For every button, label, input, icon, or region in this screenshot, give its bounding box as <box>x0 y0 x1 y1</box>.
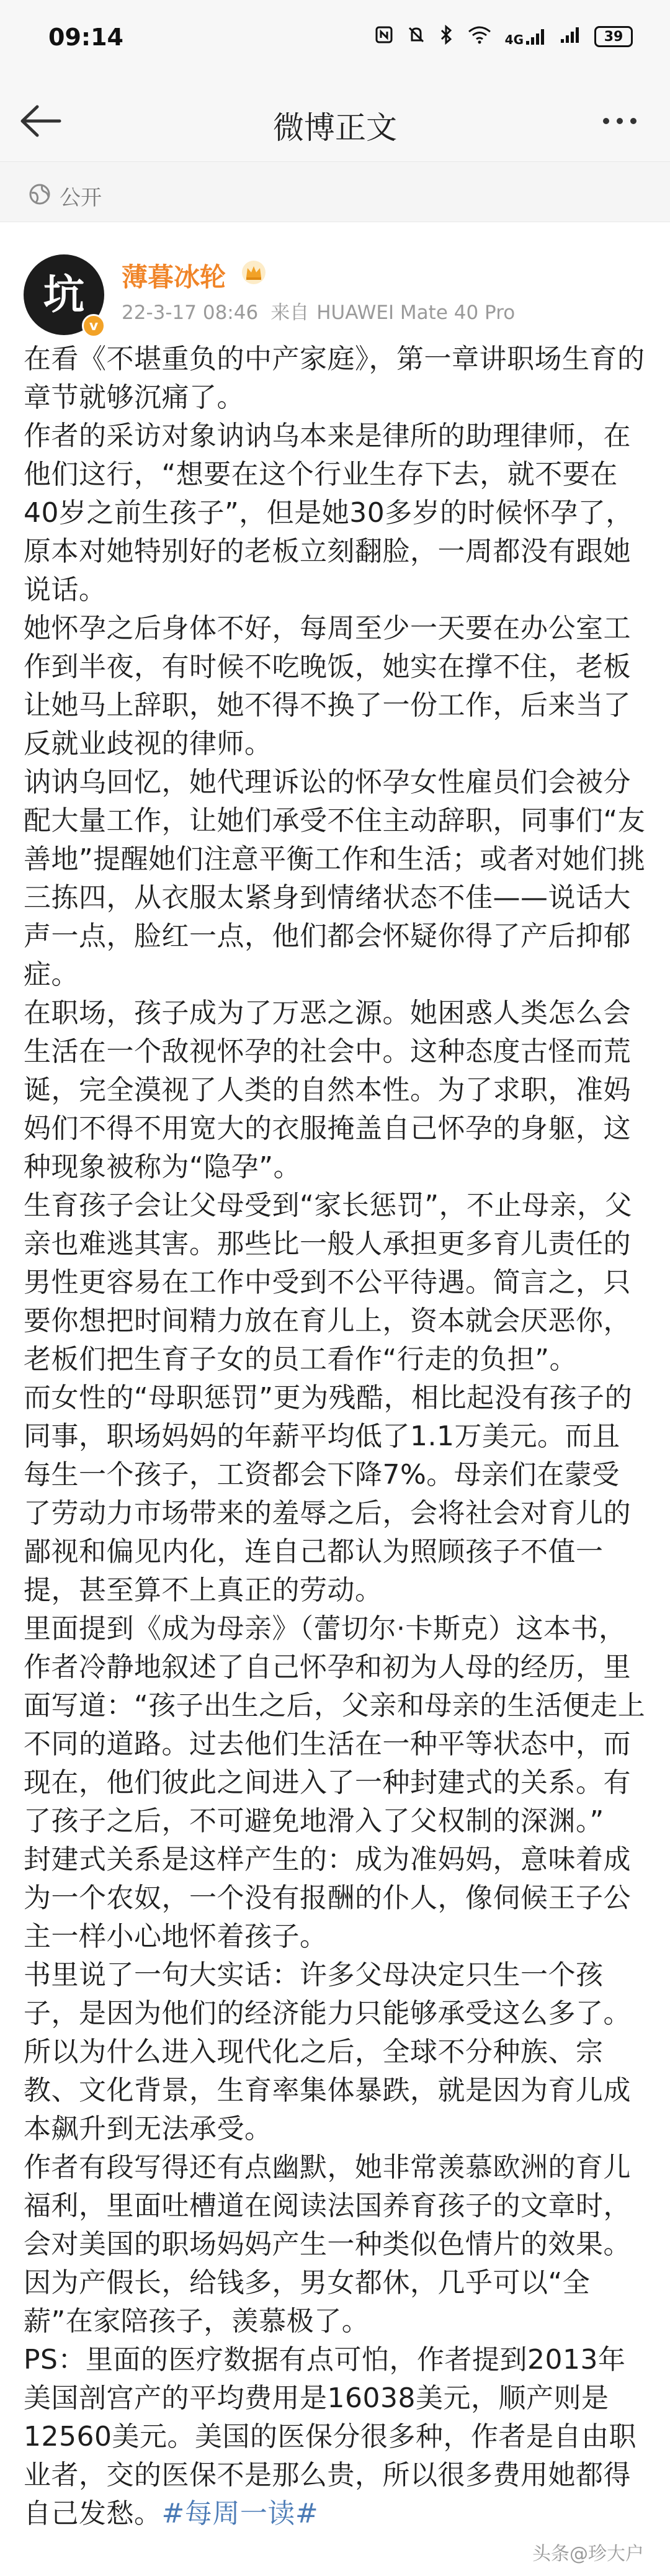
post-paragraph: 作者有段写得还有点幽默，她非常羡慕欧洲的育儿福利，里面吐槽道在阅读法国养育孩子的文章时，会对美国的职场妈妈产生一种类似色情片的效果。因为产假长，给钱多，男女都休，几乎可以“全薪”在家陪孩子，羡慕极了。 <box>24 2152 631 2337</box>
more-dot-icon <box>617 118 623 124</box>
post-paragraph: 讷讷乌回忆，她代理诉讼的怀孕女性雇员们会被分配大量工作，让她们承受不住主动辞职，同事们“友善地”提醒她们注意平衡工作和生活；或者对她们挑三拣四，从衣服太紧身到情绪状态不佳——说话大声一点，脸红一点，他们都会怀疑你得了产后抑郁症。 <box>24 766 646 990</box>
avatar-glyph: 坑 <box>43 271 84 318</box>
post-paragraph: 而女性的“母职惩罚”更为残酷，相比起没有孩子的同事，职场妈妈的年薪平均低了1.1万美元。而且每生一个孩子，工资都会下降7%。母亲们在蒙受了劳动力市场带来的羞辱之后，会将社会对育儿的鄙视和偏见内化，连自己都认为照顾孩子不值一提，甚至算不上真正的劳动。 <box>24 1382 633 1606</box>
post-meta <box>122 297 515 325</box>
watermark <box>532 2538 644 2565</box>
post-paragraph: 书里说了一句大实话：许多父母决定只生一个孩子，是因为他们的经济能力只能够承受这么多了。所以为什么进入现代化之后，全球不分种族、宗教、文化背景，生育率集体暴跌，就是因为育儿成本飙升到无法承受。 <box>24 1959 631 2145</box>
post-ps-text: PS：里面的医疗数据有点可怕，作者提到2013年美国剖宫产的平均费用是16038美元，顺产则是12560美元。美国的医保分很多种，作者是自由职业者，交的医保不是那么贵，所以很多费用她都得自己发愁。 <box>24 2344 636 2529</box>
bluetooth-icon <box>439 25 454 48</box>
post-paragraph: 在职场，孩子成为了万恶之源。她困惑人类怎么会生活在一个敌视怀孕的社会中。这种态度古怪而荒诞，完全漠视了人类的自然本性。为了求职，准妈妈们不得不用宽大的衣服掩盖自己怀孕的身躯，这种现象被称为“隐孕”。 <box>24 997 631 1183</box>
nfc-icon <box>375 25 393 48</box>
status-icons <box>375 25 633 48</box>
nav-bar <box>0 81 670 161</box>
post-timestamp: 22-3-17 08:46 <box>122 302 259 324</box>
hashtag-link[interactable]: #每周一读# <box>161 2498 319 2529</box>
mute-icon <box>407 25 426 48</box>
more-dot-icon <box>630 118 636 124</box>
source-prefix: 来自 <box>270 302 310 324</box>
post-content <box>24 340 646 2533</box>
verified-badge: v <box>82 314 105 338</box>
crown-icon <box>241 259 267 285</box>
post-paragraph: 她怀孕之后身体不好，每周至少一天要在办公室工作到半夜，有时候不吃晚饭，她实在撑不住，老板让她马上辞职，她不得不换了一份工作，后来当了反就业歧视的律师。 <box>24 613 631 760</box>
post-paragraph: 里面提到《成为母亲》（蕾切尔·卡斯克）这本书，作者冷静地叙述了自己怀孕和初为人母的经历，里面写道：“孩子出生之后，父亲和母亲的生活便走上不同的道路。过去他们生活在一种平等状态中，而现在，他们彼此之间进入了一种封建式的关系。有了孩子之后，不可避免地滑入了父权制的深渊。” <box>24 1613 646 1837</box>
network-label: 4G <box>504 32 524 47</box>
more-dot-icon <box>603 118 609 124</box>
watermark-text: 头条@珍大户 <box>532 2543 644 2565</box>
signal-icon <box>560 25 581 48</box>
author-header <box>0 222 670 340</box>
post-paragraph: 封建式关系是这样产生的：成为准妈妈，意味着成为一个农奴，一个没有报酬的仆人，像伺候王子公主一样小心地怀着孩子。 <box>24 1844 631 1952</box>
status-bar <box>0 0 670 81</box>
globe-icon <box>29 183 51 205</box>
author-name[interactable]: 薄暮冰轮 <box>122 262 226 292</box>
status-time: 09:14 <box>48 24 123 51</box>
battery-indicator: 39 <box>594 26 633 47</box>
post-paragraph: 作者的采访对象讷讷乌本来是律所的助理律师，在他们这行，“想要在这个行业生存下去，就不要在40岁之前生孩子”，但是她30多岁的时候怀孕了，原本对她特别好的老板立刻翻脸，一周都没有跟她说话。 <box>24 420 633 606</box>
source-device: HUAWEI Mate 40 Pro <box>316 302 516 324</box>
post-paragraph-last <box>24 2341 646 2533</box>
visibility-label: 公开 <box>60 186 102 210</box>
post-paragraph: 在看《不堪重负的中产家庭》，第一章讲职场生育的章节就够沉痛了。 <box>24 343 645 413</box>
visibility-bar <box>0 161 670 222</box>
signal-4g-icon <box>505 27 546 46</box>
post-paragraph: 生育孩子会让父母受到“家长惩罚”，不止母亲，父亲也难逃其害。那些比一般人承担更多育儿责任的男性更容易在工作中受到不公平待遇。简言之，只要你想把时间精力放在育儿上，资本就会厌恶你，老板们把生育子女的员工看作“行走的负担”。 <box>24 1190 633 1375</box>
page-title: 微博正文 <box>273 110 397 146</box>
more-options-button[interactable] <box>592 99 648 143</box>
wifi-icon <box>468 25 491 48</box>
